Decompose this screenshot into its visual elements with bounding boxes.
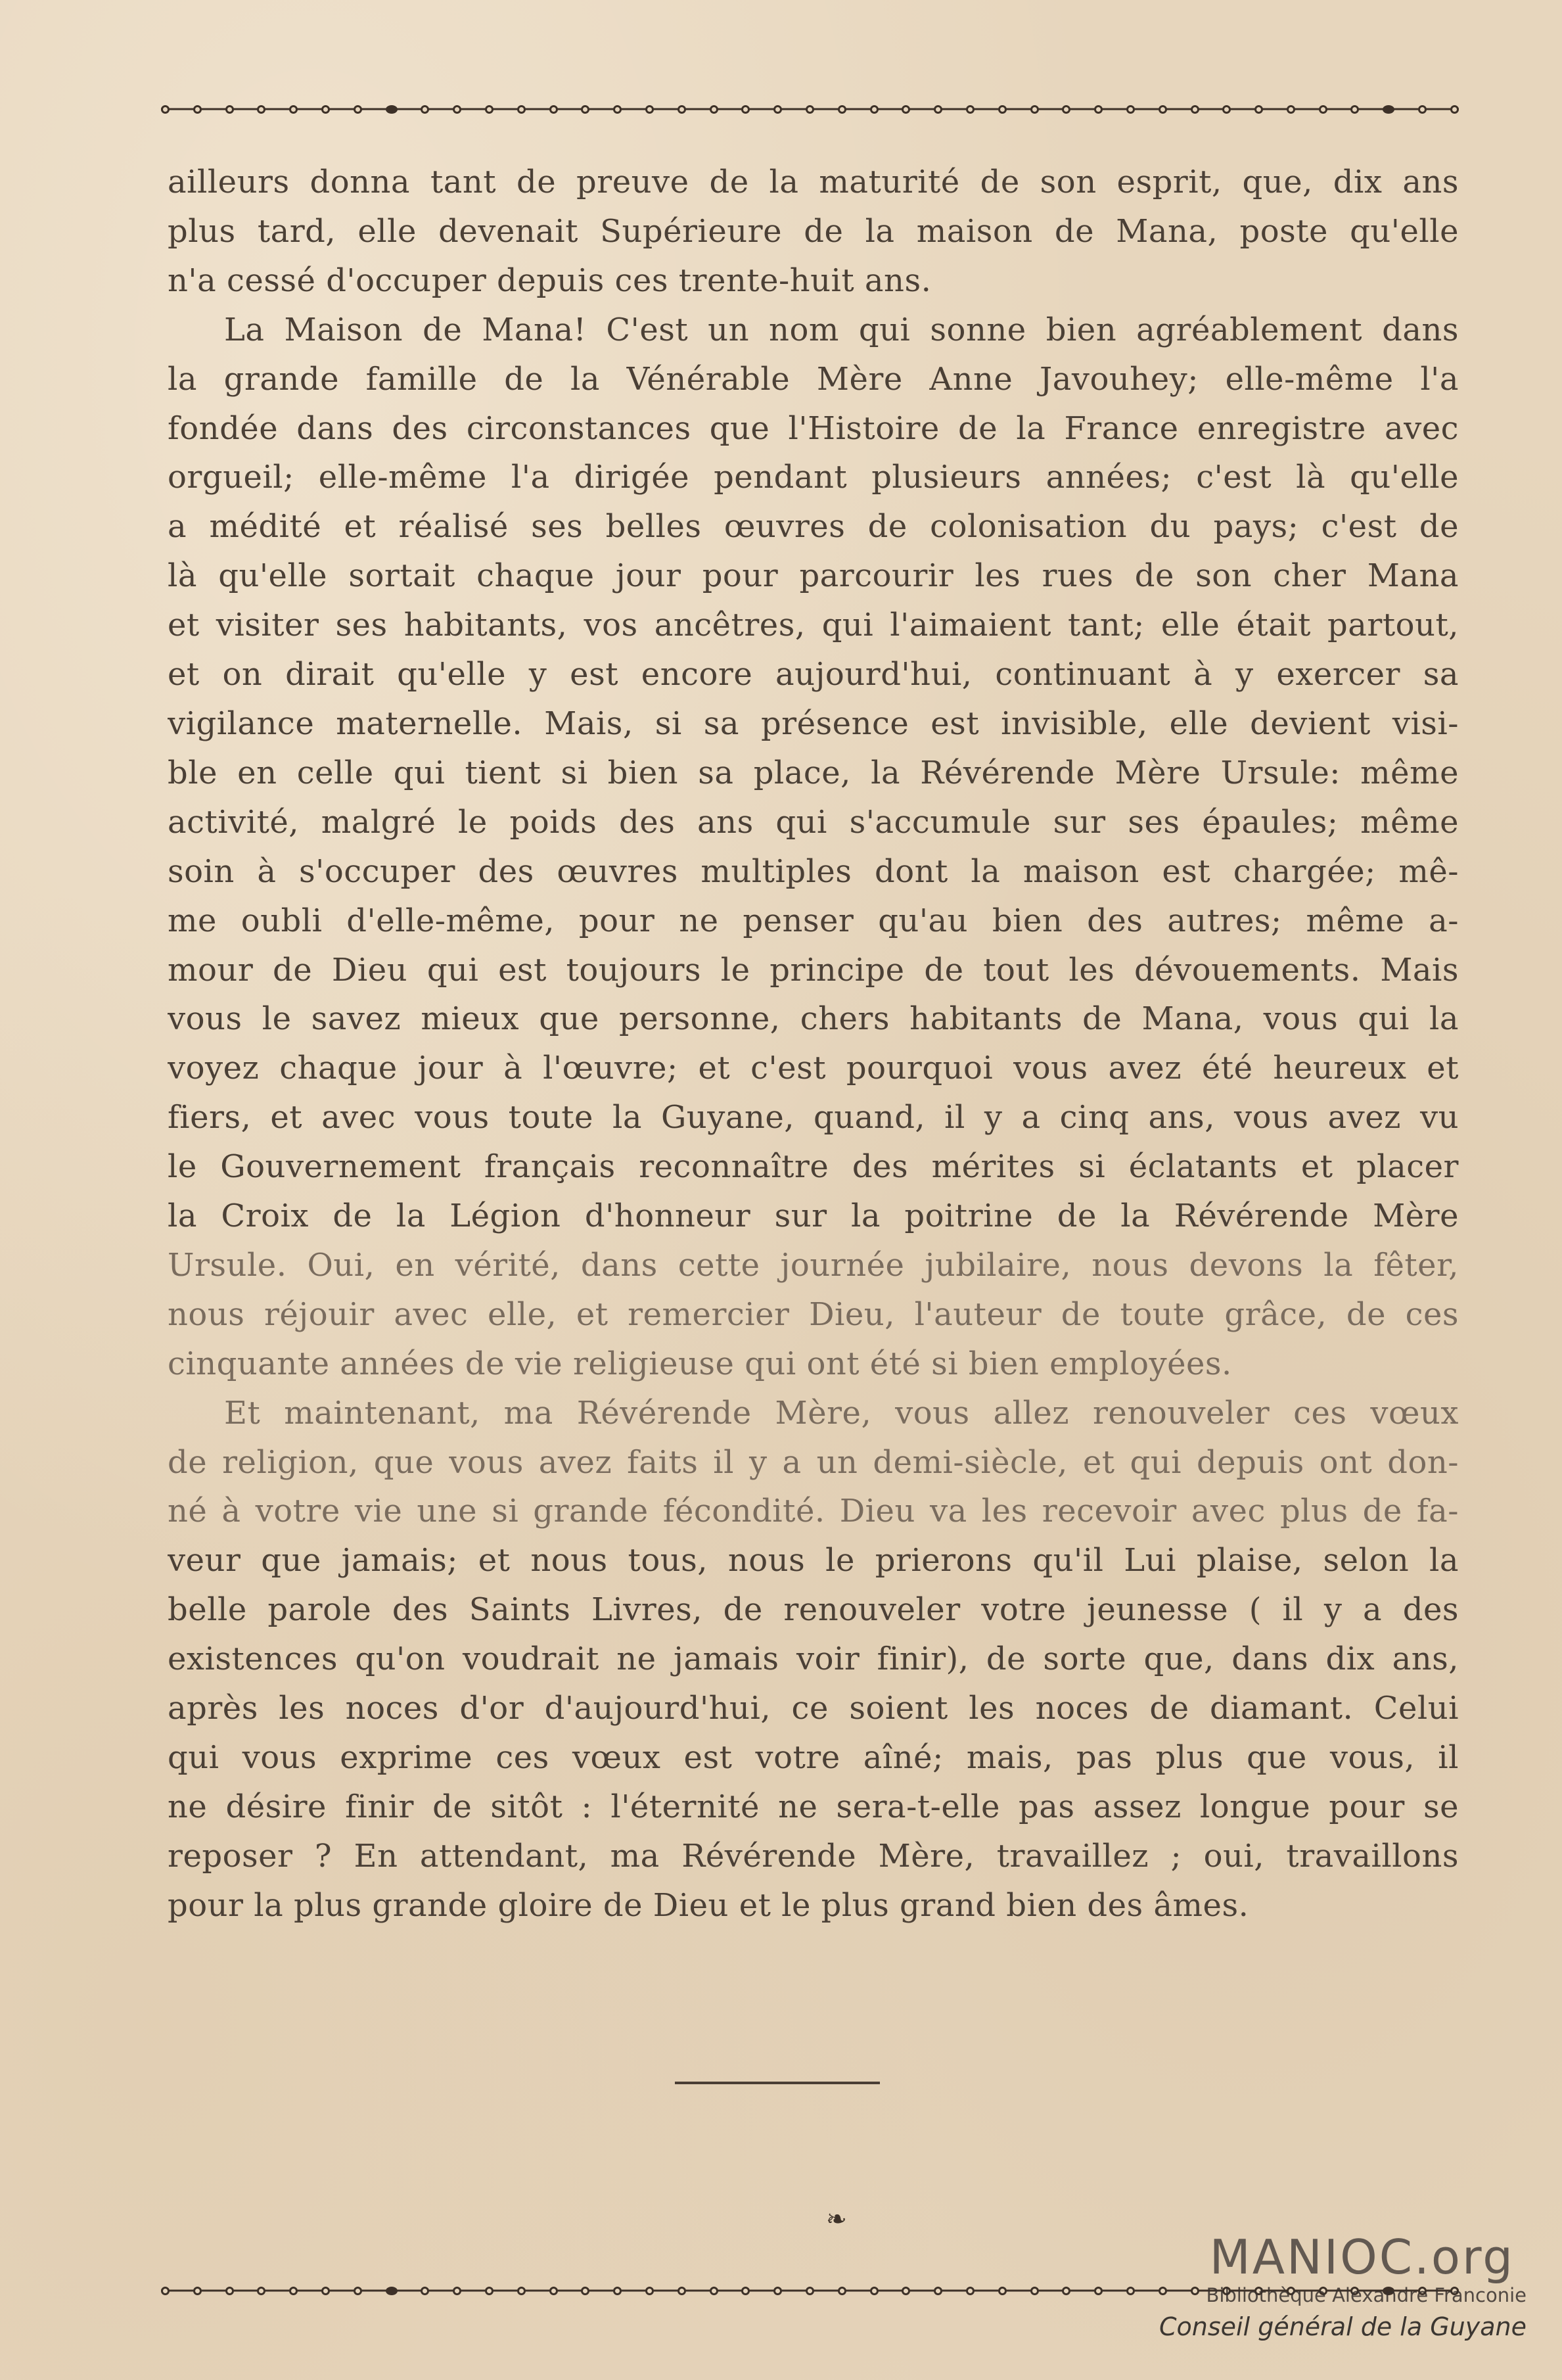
- ornament-bead: [806, 105, 814, 114]
- text-line: fondée dans des circonstances que l'Histoire de la France enregistre avec: [168, 409, 1459, 447]
- ornament-bead: [1030, 105, 1039, 114]
- text-line: pour la plus grande gloire de Dieu et le plus grand bien des âmes.: [168, 1886, 1249, 1924]
- text-line: de religion, que vous avez faits il y a un demi-siècle, et qui depuis ont don-: [168, 1443, 1459, 1481]
- ornament-bead: [645, 2287, 654, 2295]
- ornament-bead: [1254, 105, 1263, 114]
- text-line: belle parole des Saints Livres, de renouveler votre jeunesse ( il y a des: [168, 1591, 1459, 1629]
- ornament-bead: [421, 2287, 429, 2295]
- ornament-bead: [934, 2287, 942, 2295]
- ornament-bead: [354, 105, 362, 114]
- ornament-bead: [321, 105, 330, 114]
- ornament-bead: [966, 105, 975, 114]
- paragraph-2: [168, 306, 1459, 1389]
- ornament-bead: [838, 105, 846, 114]
- text-line: ailleurs donna tant de preuve de la maturité de son esprit, que, dix ans: [168, 164, 1459, 200]
- text-line: reposer ? En attendant, ma Révérende Mère, travaillez ; oui, travaillons: [168, 1837, 1459, 1875]
- text-line: orgueil; elle-même l'a dirigée pendant plusieurs années; c'est là qu'elle: [168, 459, 1459, 496]
- text-line: veur que jamais; et nous tous, nous le prierons qu'il Lui plaise, selon la: [168, 1542, 1459, 1579]
- library-credit: Bibliothèque Alexandre Franconie: [1206, 2284, 1527, 2306]
- text-line: n'a cessé d'occuper depuis ces trente-huit ans.: [168, 262, 932, 299]
- ornament-bead: [1418, 105, 1427, 114]
- text-line: Et maintenant, ma Révérende Mère, vous allez renouveler ces vœux: [224, 1394, 1459, 1432]
- ornament-bead: [1159, 2287, 1167, 2295]
- ornament-bead: [710, 105, 718, 114]
- ornament-bead: [678, 2287, 686, 2295]
- fleuron-icon: ❧: [826, 2205, 847, 2233]
- text-line: et on dirait qu'elle y est encore aujourd'hui, continuant à y exercer sa: [168, 656, 1459, 693]
- ornament-bead: [517, 2287, 526, 2295]
- top-ornament-rule: [161, 103, 1459, 116]
- ornament-bead: [161, 2287, 170, 2295]
- ornament-bead: [1319, 105, 1327, 114]
- ornament-bead: [386, 105, 398, 114]
- ornament-bead: [289, 105, 298, 114]
- ornament-bead: [902, 105, 910, 114]
- ornament-bead: [1287, 105, 1295, 114]
- ornament-bead: [354, 2287, 362, 2295]
- ornament-bead: [645, 105, 654, 114]
- ornament-bead: [1350, 105, 1359, 114]
- ornament-bead: [1030, 2287, 1039, 2295]
- ornament-bead: [902, 2287, 910, 2295]
- ornament-bead: [193, 2287, 202, 2295]
- ornament-bead: [453, 105, 461, 114]
- ornament-bead: [321, 2287, 330, 2295]
- ornament-bead: [613, 105, 622, 114]
- text-line: vigilance maternelle. Mais, si sa présence est invisible, elle devient visi-: [168, 705, 1459, 742]
- text-line: là qu'elle sortait chaque jour pour parcourir les rues de son cher Mana: [168, 557, 1459, 595]
- council-credit: Conseil général de la Guyane: [1159, 2312, 1527, 2341]
- ornament-bead: [1062, 2287, 1070, 2295]
- text-line: la Croix de la Légion d'honneur sur la poitrine de la Révérende Mère: [168, 1198, 1459, 1235]
- text-line: et visiter ses habitants, vos ancêtres, qui l'aimaient tant; elle était partout,: [168, 607, 1459, 644]
- ornament-bead: [289, 2287, 298, 2295]
- ornament-bead: [421, 105, 429, 114]
- ornament-bead: [225, 105, 234, 114]
- ornament-bead: [678, 105, 686, 114]
- ornament-bead: [386, 2287, 398, 2295]
- ornament-bead: [1191, 105, 1199, 114]
- ornament-bead: [998, 2287, 1007, 2295]
- ornament-bead: [806, 2287, 814, 2295]
- ornament-bead: [1222, 105, 1231, 114]
- text-line: qui vous exprime ces vœux est votre aîné; mais, pas plus que vous, il: [168, 1739, 1459, 1776]
- ornament-bead: [1450, 105, 1459, 114]
- ornament-bead: [517, 105, 526, 114]
- ornament-bead: [1126, 105, 1135, 114]
- separator-line: [675, 2082, 880, 2084]
- text-line: plus tard, elle devenait Supérieure de la maison de Mana, poste qu'elle: [168, 212, 1459, 250]
- text-line: la grande famille de la Vénérable Mère Anne Javouhey; elle-même l'a: [168, 360, 1459, 398]
- ornament-bead: [581, 105, 589, 114]
- ornament-bead: [1126, 2287, 1135, 2295]
- ornament-bead: [549, 105, 558, 114]
- text-line: ble en celle qui tient si bien sa place, la Révérende Mère Ursule: même: [168, 754, 1459, 791]
- ornament-bead: [741, 2287, 750, 2295]
- text-line: vous le savez mieux que personne, chers habitants de Mana, vous qui la: [168, 1000, 1459, 1038]
- ornament-bead: [773, 2287, 782, 2295]
- ornament-bead: [870, 2287, 879, 2295]
- text-line: né à votre vie une si grande fécondité. Dieu va les recevoir avec plus de fa-: [168, 1493, 1459, 1530]
- text-line: me oubli d'elle-même, pour ne penser qu'au bien des autres; même a-: [168, 902, 1459, 939]
- ornament-bead: [1094, 2287, 1103, 2295]
- text-line: cinquante années de vie religieuse qui ont été si bien employées.: [168, 1345, 1232, 1382]
- ornament-bead: [161, 105, 170, 114]
- ornament-bead: [581, 2287, 589, 2295]
- document-body: [168, 158, 1459, 1930]
- ornament-bead: [934, 105, 942, 114]
- ornament-bead: [710, 2287, 718, 2295]
- text-line: le Gouvernement français reconnaître des mérites si éclatants et placer: [168, 1148, 1459, 1186]
- text-line: mour de Dieu qui est toujours le principe de tout les dévouements. Mais: [168, 951, 1459, 989]
- ornament-bead: [485, 2287, 494, 2295]
- ornament-bead: [1191, 2287, 1199, 2295]
- text-line: a médité et réalisé ses belles œuvres de colonisation du pays; c'est de: [168, 508, 1459, 546]
- text-line: Ursule. Oui, en vérité, dans cette journée jubilaire, nous devons la fêter,: [168, 1246, 1459, 1284]
- text-line: activité, malgré le poids des ans qui s'accumule sur ses épaules; même: [168, 803, 1459, 841]
- ornament-bead: [193, 105, 202, 114]
- ornament-bead: [1383, 105, 1394, 114]
- ornament-bead: [870, 105, 879, 114]
- text-line: voyez chaque jour à l'œuvre; et c'est pourquoi vous avez été heureux et: [168, 1050, 1459, 1087]
- ornament-bead: [966, 2287, 975, 2295]
- ornament-bead: [998, 105, 1007, 114]
- ornament-bead: [485, 105, 494, 114]
- text-line: soin à s'occuper des œuvres multiples dont la maison est chargée; mê-: [168, 852, 1459, 890]
- ornament-bead: [773, 105, 782, 114]
- text-line: existences qu'on voudrait ne jamais voir finir), de sorte que, dans dix ans,: [168, 1641, 1459, 1678]
- text-line: après les noces d'or d'aujourd'hui, ce soient les noces de diamant. Celui: [168, 1690, 1459, 1727]
- paragraph-1: [168, 158, 1459, 306]
- ornament-bead: [1159, 105, 1167, 114]
- text-line: ne désire finir de sitôt : l'éternité ne sera-t-elle pas assez longue pour se: [168, 1788, 1459, 1825]
- text-line: nous réjouir avec elle, et remercier Dieu, l'auteur de toute grâce, de ces: [168, 1295, 1459, 1333]
- ornament-bead: [549, 2287, 558, 2295]
- ornament-bead: [741, 105, 750, 114]
- ornament-bead: [613, 2287, 622, 2295]
- ornament-bead: [257, 2287, 265, 2295]
- manioc-logo: MANIOC.org: [1209, 2229, 1515, 2285]
- ornament-bead: [225, 2287, 234, 2295]
- ornament-bead: [453, 2287, 461, 2295]
- paragraph-3: [168, 1389, 1459, 1930]
- ornament-bead: [1094, 105, 1103, 114]
- ornament-bead: [838, 2287, 846, 2295]
- text-line: fiers, et avec vous toute la Guyane, quand, il y a cinq ans, vous avez vu: [168, 1099, 1459, 1136]
- ornament-bead: [257, 105, 265, 114]
- ornament-bead: [1062, 105, 1070, 114]
- text-line: La Maison de Mana! C'est un nom qui sonne bien agréablement dans: [224, 311, 1459, 348]
